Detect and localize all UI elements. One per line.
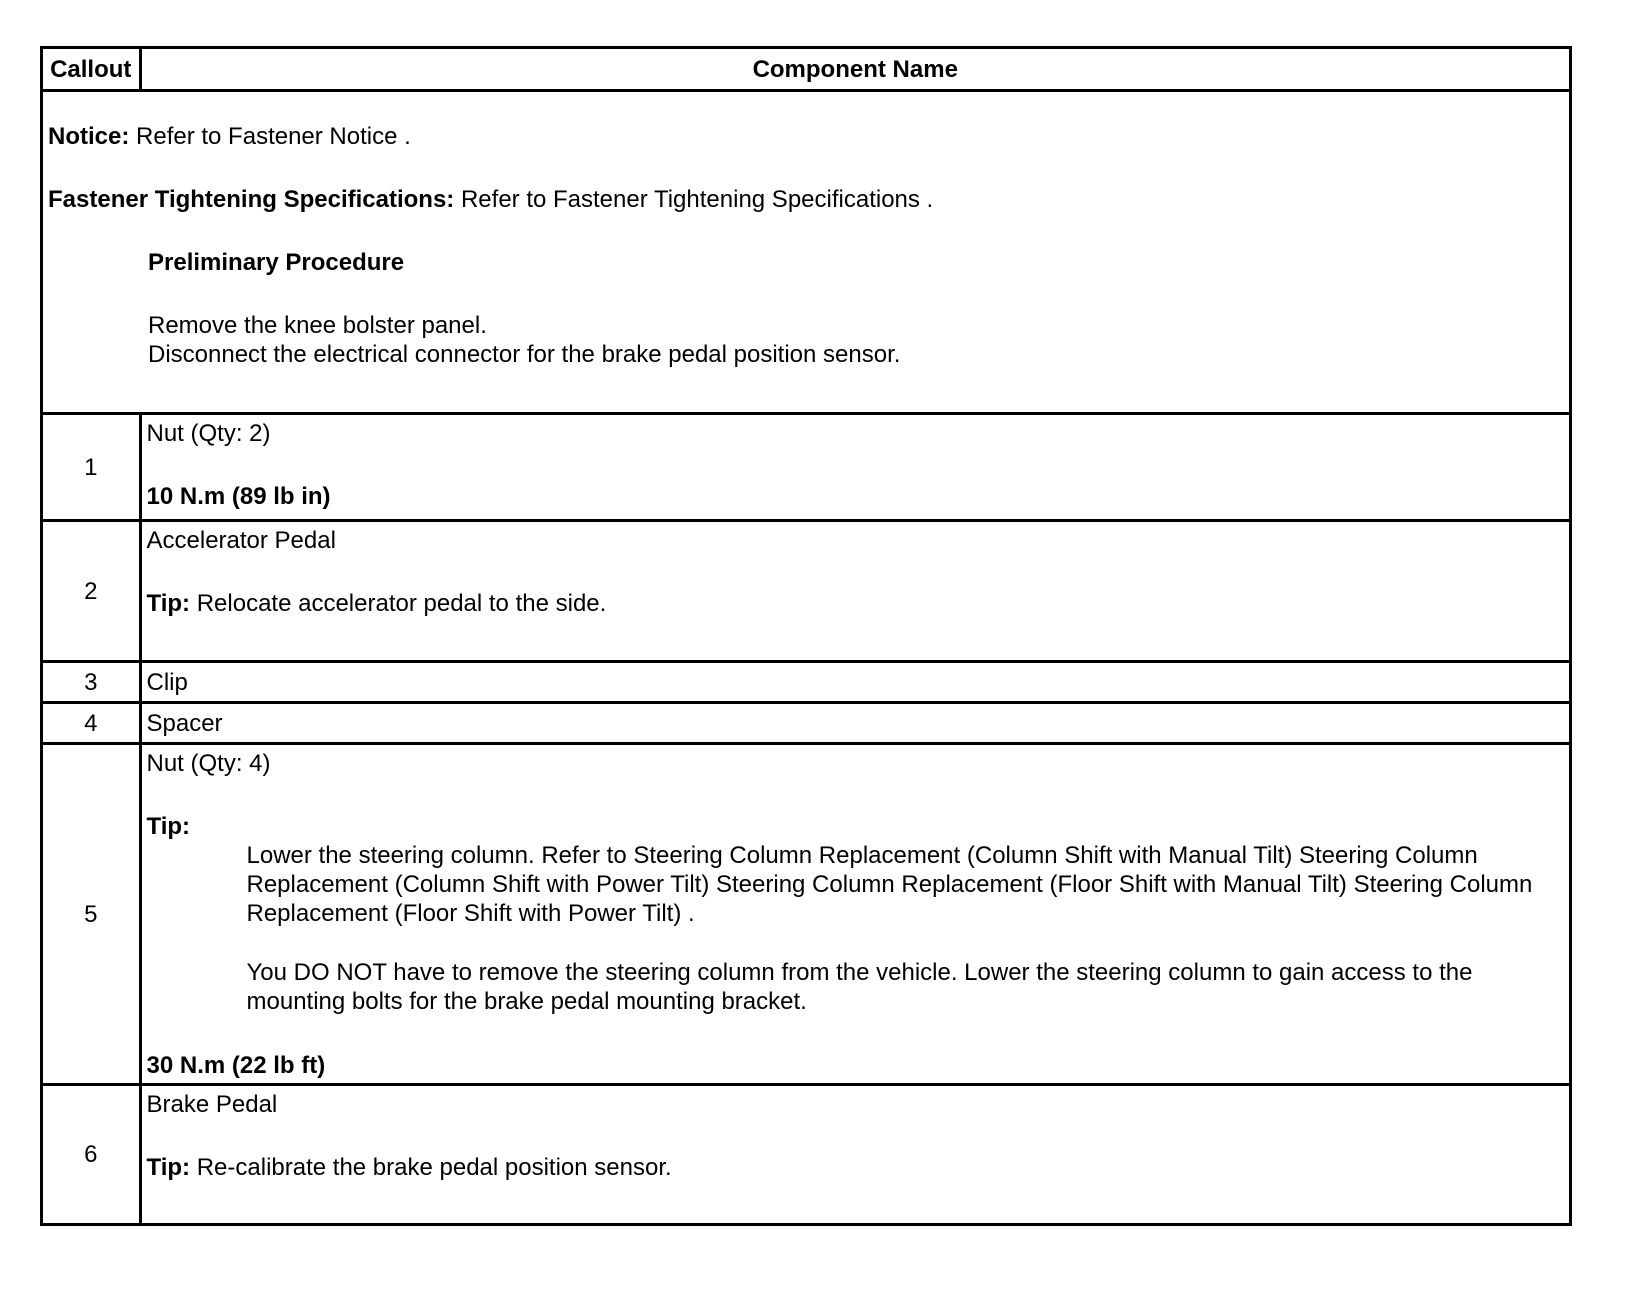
- tip-line: [147, 1153, 1565, 1182]
- table-row: [43, 414, 1569, 521]
- component-name: Accelerator Pedal: [146, 527, 336, 554]
- component-table-frame: [40, 46, 1572, 1226]
- callout-cell: 4: [43, 703, 140, 744]
- tip-text: Relocate accelerator pedal to the side.: [196, 590, 607, 617]
- component-name: Spacer: [140, 703, 1569, 744]
- table-row: [43, 662, 1569, 703]
- table-row: [43, 744, 1569, 1085]
- header-callout: Callout: [43, 49, 140, 91]
- component-name: Nut (Qty: 2): [146, 420, 271, 447]
- callout-cell: 3: [43, 662, 140, 703]
- component-cell: [140, 744, 1569, 1085]
- prelim-step-1: Remove the knee bolster panel.: [148, 312, 487, 339]
- fts-line: [48, 185, 1564, 214]
- component-cell: [140, 521, 1569, 662]
- prelim-step-2: Disconnect the electrical connector for the brake pedal position sensor.: [148, 341, 901, 368]
- tip-label: Tip:: [146, 1154, 191, 1181]
- tip-line: [147, 589, 1565, 618]
- table-row: [43, 703, 1569, 744]
- component-cell: [140, 414, 1569, 521]
- component-cell: [140, 1085, 1569, 1224]
- tip-label: Tip:: [146, 590, 191, 617]
- fts-label: Fastener Tightening Specifications:: [48, 186, 455, 213]
- header-component-name: Component Name: [140, 49, 1569, 91]
- component-table: [43, 49, 1569, 1223]
- component-name: Nut (Qty: 4): [146, 750, 271, 777]
- torque-spec: 10 N.m (89 lb in): [146, 483, 331, 510]
- component-name: Brake Pedal: [146, 1091, 278, 1118]
- tip-paragraph-2: You DO NOT have to remove the steering column from the vehicle. Lower the steering column to gain access to the mounting bolts for the brake pedal mounting bracket.: [246, 959, 1473, 1015]
- prelim-heading: Preliminary Procedure: [148, 249, 405, 276]
- tip-paragraph-1: Lower the steering column. Refer to Steering Column Replacement (Column Shift with Manual Tilt) Steering Column Replacement (Column Shift with Power Tilt) Steering Column Replacement (Floor Shift with Manual Tilt) Steering Column Replacement (Floor Shift with Power Tilt) .: [246, 842, 1533, 927]
- table-row: [43, 1085, 1569, 1224]
- callout-cell: 6: [43, 1085, 140, 1224]
- notice-label: Notice:: [48, 123, 130, 150]
- callout-cell: 1: [43, 414, 140, 521]
- notice-text: Refer to Fastener Notice .: [136, 123, 411, 150]
- fts-text: Refer to Fastener Tightening Specifications .: [460, 186, 934, 213]
- intro-cell: [43, 91, 1569, 414]
- table-row: [43, 521, 1569, 662]
- intro-row: [43, 91, 1569, 414]
- tip-label: Tip:: [146, 813, 191, 840]
- tip-text: Re-calibrate the brake pedal position sensor.: [196, 1154, 672, 1181]
- table-header-row: [43, 49, 1569, 91]
- callout-cell: 2: [43, 521, 140, 662]
- component-name: Clip: [140, 662, 1569, 703]
- callout-cell: 5: [43, 744, 140, 1085]
- torque-spec: 30 N.m (22 lb ft): [146, 1052, 326, 1079]
- notice-line: [48, 122, 1564, 151]
